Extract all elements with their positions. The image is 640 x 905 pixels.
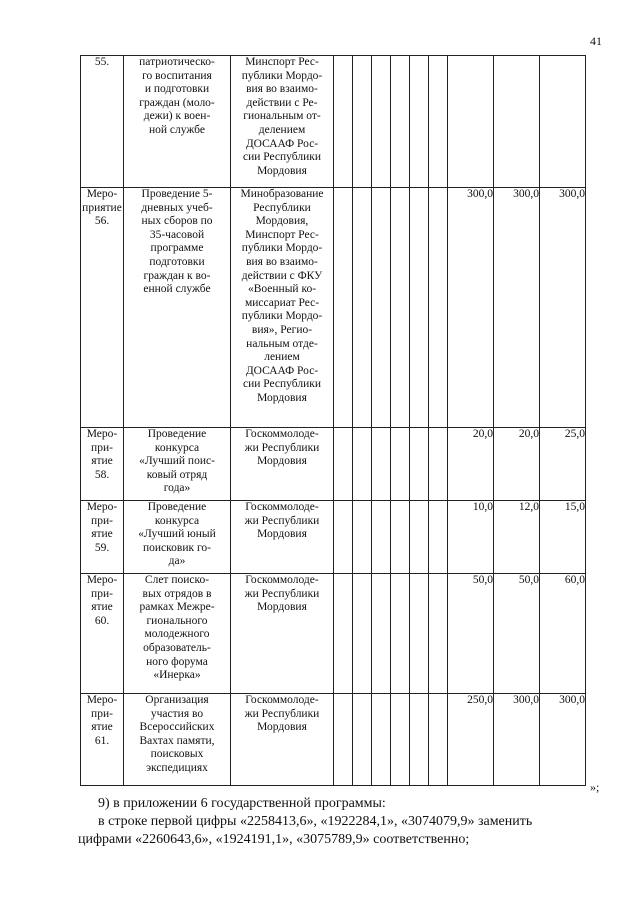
empty-cell (353, 694, 372, 786)
empty-cell (372, 428, 391, 501)
activity-name-cell: Проведение 5- дневных учеб- ных сборов по 35-часовой программе подготовки граждан к во- енной службе (124, 188, 231, 428)
empty-cell (353, 574, 372, 694)
empty-cell (410, 188, 429, 428)
empty-cell (353, 428, 372, 501)
empty-cell (353, 501, 372, 574)
empty-cell (372, 188, 391, 428)
empty-cell (410, 428, 429, 501)
value-cell: 20,0 (494, 428, 540, 501)
value-cell (494, 56, 540, 188)
activity-name-cell: Проведение конкурса «Лучший юный поисковик го- да» (124, 501, 231, 574)
empty-cell (429, 501, 448, 574)
table-row (81, 188, 586, 428)
activity-name-cell: Проведение конкурса «Лучший поис- ковый отряд года» (124, 428, 231, 501)
page-number: 41 (590, 34, 602, 48)
value-cell: 300,0 (540, 694, 586, 786)
empty-cell (391, 188, 410, 428)
executor-cell: Госкоммолоде- жи Республики Мордовия (231, 501, 334, 574)
empty-cell (429, 56, 448, 188)
value-cell: 300,0 (494, 188, 540, 428)
value-cell: 50,0 (494, 574, 540, 694)
table-row (81, 694, 586, 786)
empty-cell (353, 56, 372, 188)
value-cell: 300,0 (494, 694, 540, 786)
value-cell: 15,0 (540, 501, 586, 574)
executor-cell: Госкоммолоде- жи Республики Мордовия (231, 574, 334, 694)
paragraph-replace-line-cont: цифрами «2260643,6», «1924191,1», «3075789,9» соответственно; (78, 832, 470, 847)
row-number-cell: Меро- при- ятие 58. (81, 428, 124, 501)
value-cell: 300,0 (448, 188, 494, 428)
empty-cell (391, 428, 410, 501)
row-number-cell: 55. (81, 56, 124, 188)
activity-name-cell: патриотическо- го воспитания и подготовки граждан (моло- дежи) к воен- ной службе (124, 56, 231, 188)
empty-cell (410, 574, 429, 694)
row-number-cell: Меро- при- ятие 60. (81, 574, 124, 694)
empty-cell (429, 694, 448, 786)
empty-cell (372, 574, 391, 694)
row-number-cell: Меро- при- ятие 59. (81, 501, 124, 574)
empty-cell (391, 56, 410, 188)
empty-cell (391, 694, 410, 786)
value-cell: 10,0 (448, 501, 494, 574)
value-cell: 12,0 (494, 501, 540, 574)
empty-cell (410, 56, 429, 188)
value-cell: 60,0 (540, 574, 586, 694)
table-row (81, 574, 586, 694)
activity-name-cell: Организация участия во Всероссийских Вахтах памяти, поисковых экспедициях (124, 694, 231, 786)
executor-cell: Минобразование Республики Мордовия, Минспорт Рес- публики Мордо- вия во взаимо- действии с ФКУ «Военный ко- миссариат Рес- публики Мордо- вия», Регио- нальным отде- лением ДОСААФ Рос- сии Республики Мордовия (231, 188, 334, 428)
value-cell: 25,0 (540, 428, 586, 501)
empty-cell (429, 428, 448, 501)
empty-cell (429, 574, 448, 694)
value-cell (448, 56, 494, 188)
value-cell: 300,0 (540, 188, 586, 428)
empty-cell (334, 574, 353, 694)
empty-cell (334, 501, 353, 574)
program-table (80, 55, 586, 786)
empty-cell (372, 694, 391, 786)
empty-cell (334, 56, 353, 188)
table-row (81, 501, 586, 574)
empty-cell (410, 501, 429, 574)
empty-cell (391, 574, 410, 694)
empty-cell (429, 188, 448, 428)
executor-cell: Минспорт Рес- публики Мордо- вия во взаимо- действии с Ре- гиональным от- делением ДОСААФ Рос- сии Республики Мордовия (231, 56, 334, 188)
activity-name-cell: Слет поиско- вых отрядов в рамках Межре- гионального молодежного образователь- ного форума «Инерка» (124, 574, 231, 694)
empty-cell (391, 501, 410, 574)
empty-cell (410, 694, 429, 786)
executor-cell: Госкоммолоде- жи Республики Мордовия (231, 428, 334, 501)
empty-cell (372, 56, 391, 188)
empty-cell (334, 694, 353, 786)
row-number-cell: Меро- при- ятие 61. (81, 694, 124, 786)
closing-quote: »; (590, 780, 600, 794)
table-row (81, 56, 586, 188)
value-cell (540, 56, 586, 188)
value-cell: 50,0 (448, 574, 494, 694)
table-row (81, 428, 586, 501)
value-cell: 20,0 (448, 428, 494, 501)
paragraph-item-9: 9) в приложении 6 государственной программы: (98, 796, 386, 811)
empty-cell (353, 188, 372, 428)
row-number-cell: Меро- приятие 56. (81, 188, 124, 428)
value-cell: 250,0 (448, 694, 494, 786)
empty-cell (334, 428, 353, 501)
paragraph-replace-line: в строке первой цифры «2258413,6», «1922284,1», «3074079,9» заменить (98, 814, 533, 829)
empty-cell (334, 188, 353, 428)
empty-cell (372, 501, 391, 574)
executor-cell: Госкоммолоде- жи Республики Мордовия (231, 694, 334, 786)
